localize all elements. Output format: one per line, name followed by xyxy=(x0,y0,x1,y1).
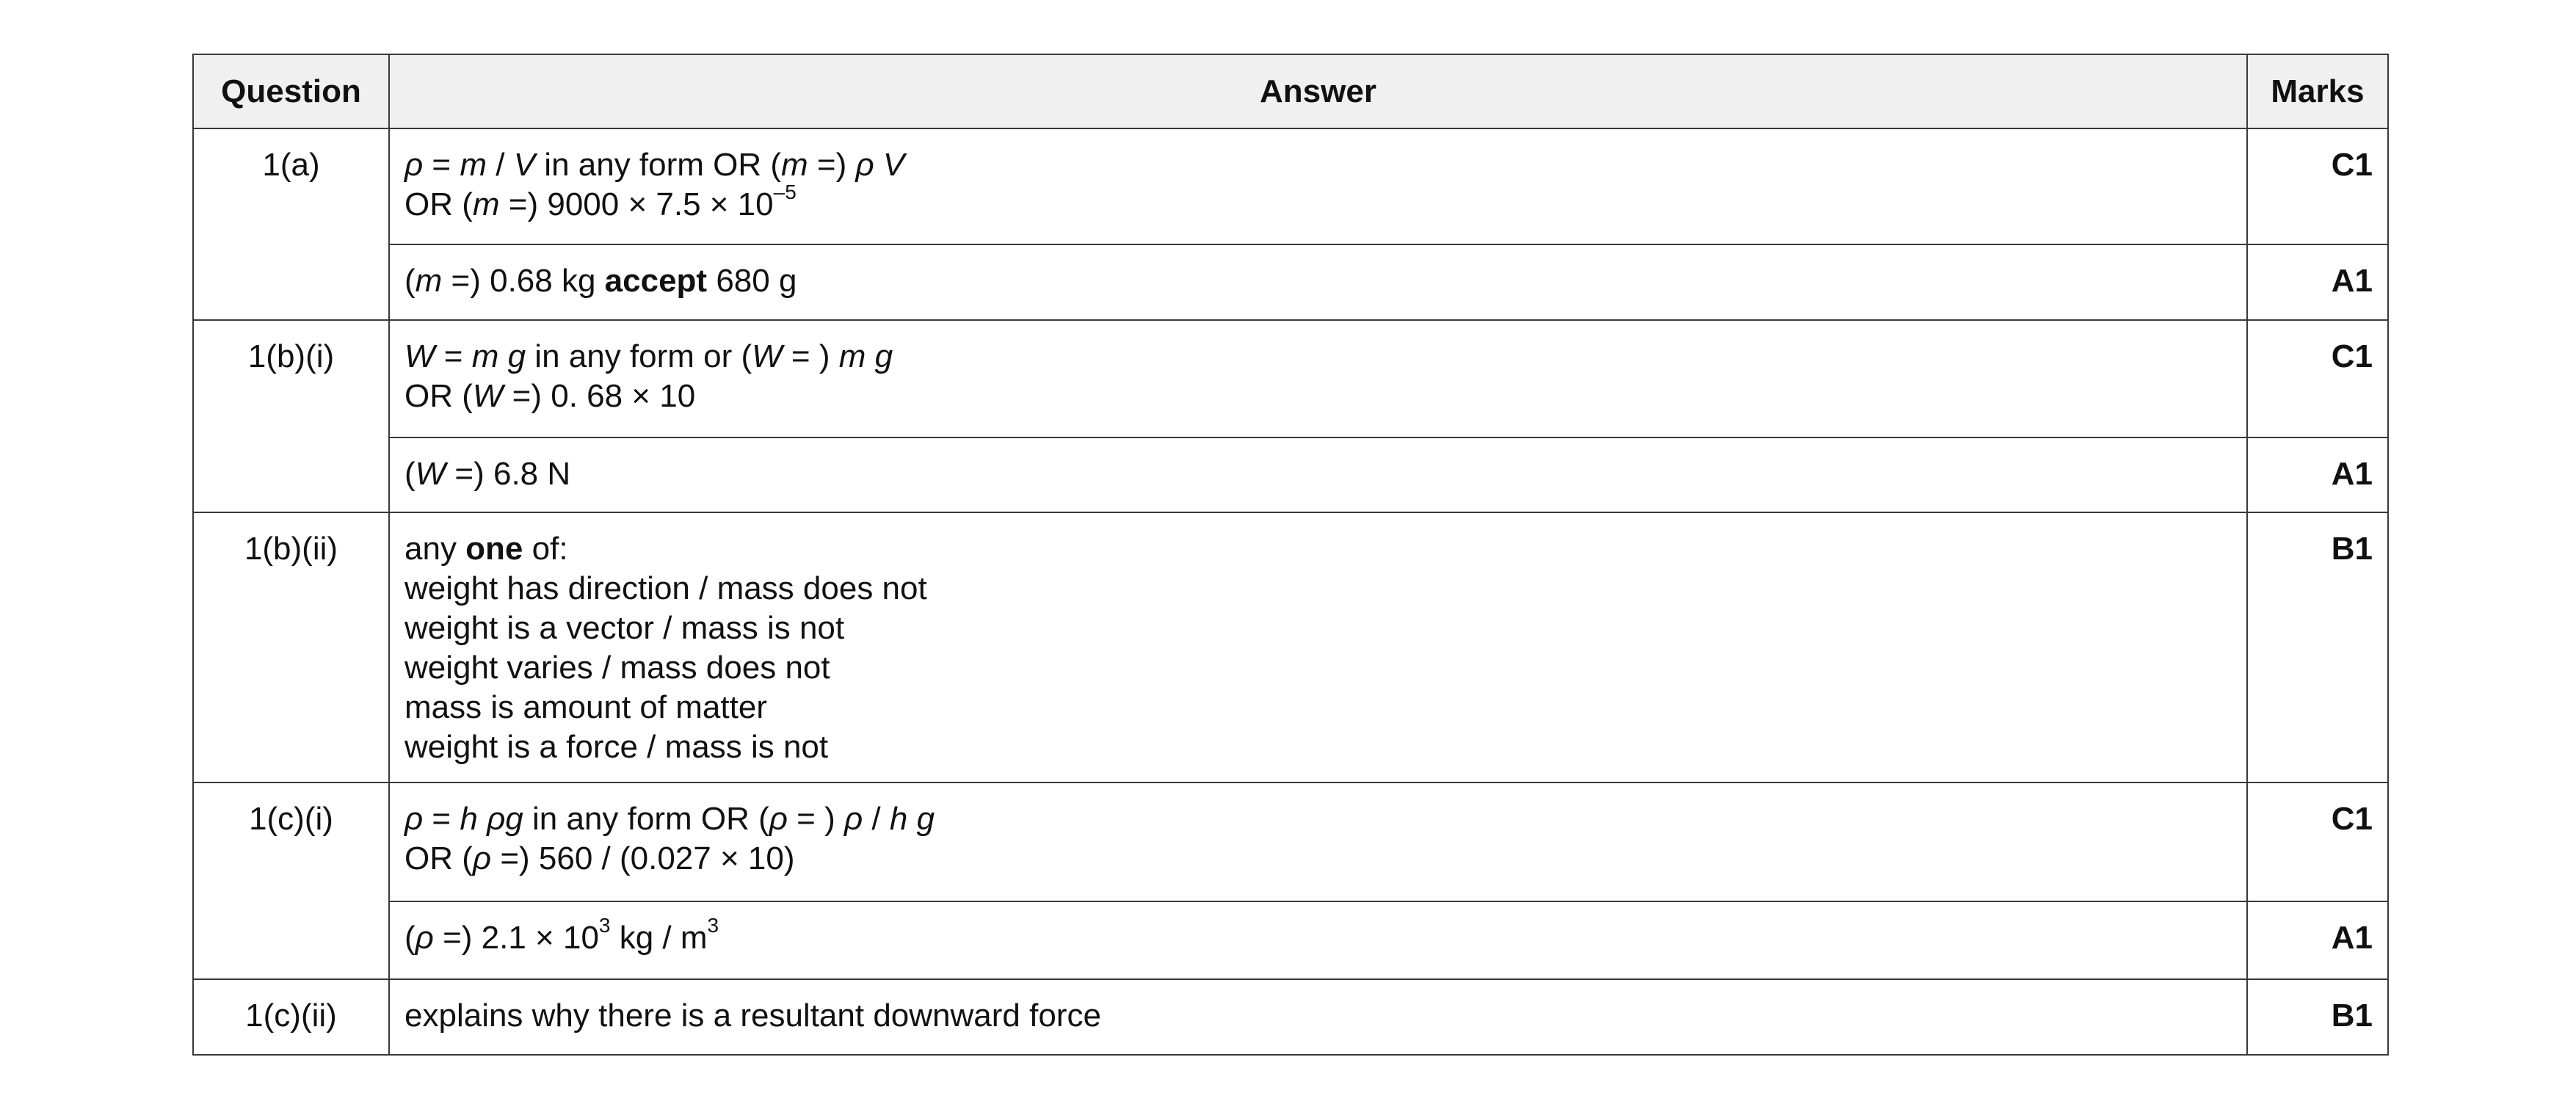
alternative-line: weight is a vector / mass is not xyxy=(404,610,845,646)
answer-cell xyxy=(389,320,2247,437)
answer-line: OR (W =) 0. 68 × 10 xyxy=(404,378,696,414)
mark-code: B1 xyxy=(2247,512,2388,782)
header-row xyxy=(193,54,2388,128)
marks-header: Marks xyxy=(2247,54,2388,128)
table-row xyxy=(193,320,2388,437)
answer-cell xyxy=(389,437,2247,512)
mark-code: C1 xyxy=(2247,782,2388,901)
answer-header: Answer xyxy=(389,54,2247,128)
table-row xyxy=(193,437,2388,512)
table-row xyxy=(193,244,2388,320)
table-row xyxy=(193,512,2388,782)
mark-code: A1 xyxy=(2247,244,2388,320)
mark-code: C1 xyxy=(2247,320,2388,437)
question-number: 1(a) xyxy=(193,128,389,320)
answer-line: ρ = m / V in any form OR (m =) ρ V xyxy=(404,147,905,183)
table-row xyxy=(193,979,2388,1055)
answer-cell xyxy=(389,512,2247,782)
alternative-line: weight varies / mass does not xyxy=(404,650,830,686)
answer-line: ρ = h ρg in any form OR (ρ = ) ρ / h g xyxy=(404,801,935,837)
mark-code: A1 xyxy=(2247,437,2388,512)
answer-cell xyxy=(389,244,2247,320)
mark-scheme-table xyxy=(192,54,2389,1056)
question-number: 1(c)(ii) xyxy=(193,979,389,1055)
answer-line: (m =) 0.68 kg accept 680 g xyxy=(404,263,797,299)
alternative-line: mass is amount of matter xyxy=(404,689,767,725)
answer-cell xyxy=(389,782,2247,901)
answer-line: any one of: xyxy=(404,531,568,567)
table-row xyxy=(193,782,2388,901)
question-number: 1(b)(ii) xyxy=(193,512,389,782)
answer-line: (W =) 6.8 N xyxy=(404,456,571,492)
answer-cell xyxy=(389,979,2247,1055)
question-number: 1(b)(i) xyxy=(193,320,389,512)
answer-line: OR (ρ =) 560 / (0.027 × 10) xyxy=(404,840,795,876)
alternative-line: weight is a force / mass is not xyxy=(404,729,829,765)
question-number: 1(c)(i) xyxy=(193,782,389,979)
alternative-line: weight has direction / mass does not xyxy=(404,570,927,606)
table-row xyxy=(193,901,2388,979)
answer-cell xyxy=(389,128,2247,244)
mark-code: B1 xyxy=(2247,979,2388,1055)
answer-line: W = m g in any form or (W = ) m g xyxy=(404,338,893,374)
mark-code: A1 xyxy=(2247,901,2388,979)
answer-line: explains why there is a resultant downward force xyxy=(404,998,1101,1034)
table-row xyxy=(193,128,2388,244)
mark-code: C1 xyxy=(2247,128,2388,244)
question-header: Question xyxy=(193,54,389,128)
answer-cell xyxy=(389,901,2247,979)
answer-line: OR (m =) $9000 \times 7.5 \times 10^{-5}$ xyxy=(404,181,797,222)
answer-line: (ρ =) $2.1 \times 10^3$ kg / $m^3$ xyxy=(404,914,719,956)
